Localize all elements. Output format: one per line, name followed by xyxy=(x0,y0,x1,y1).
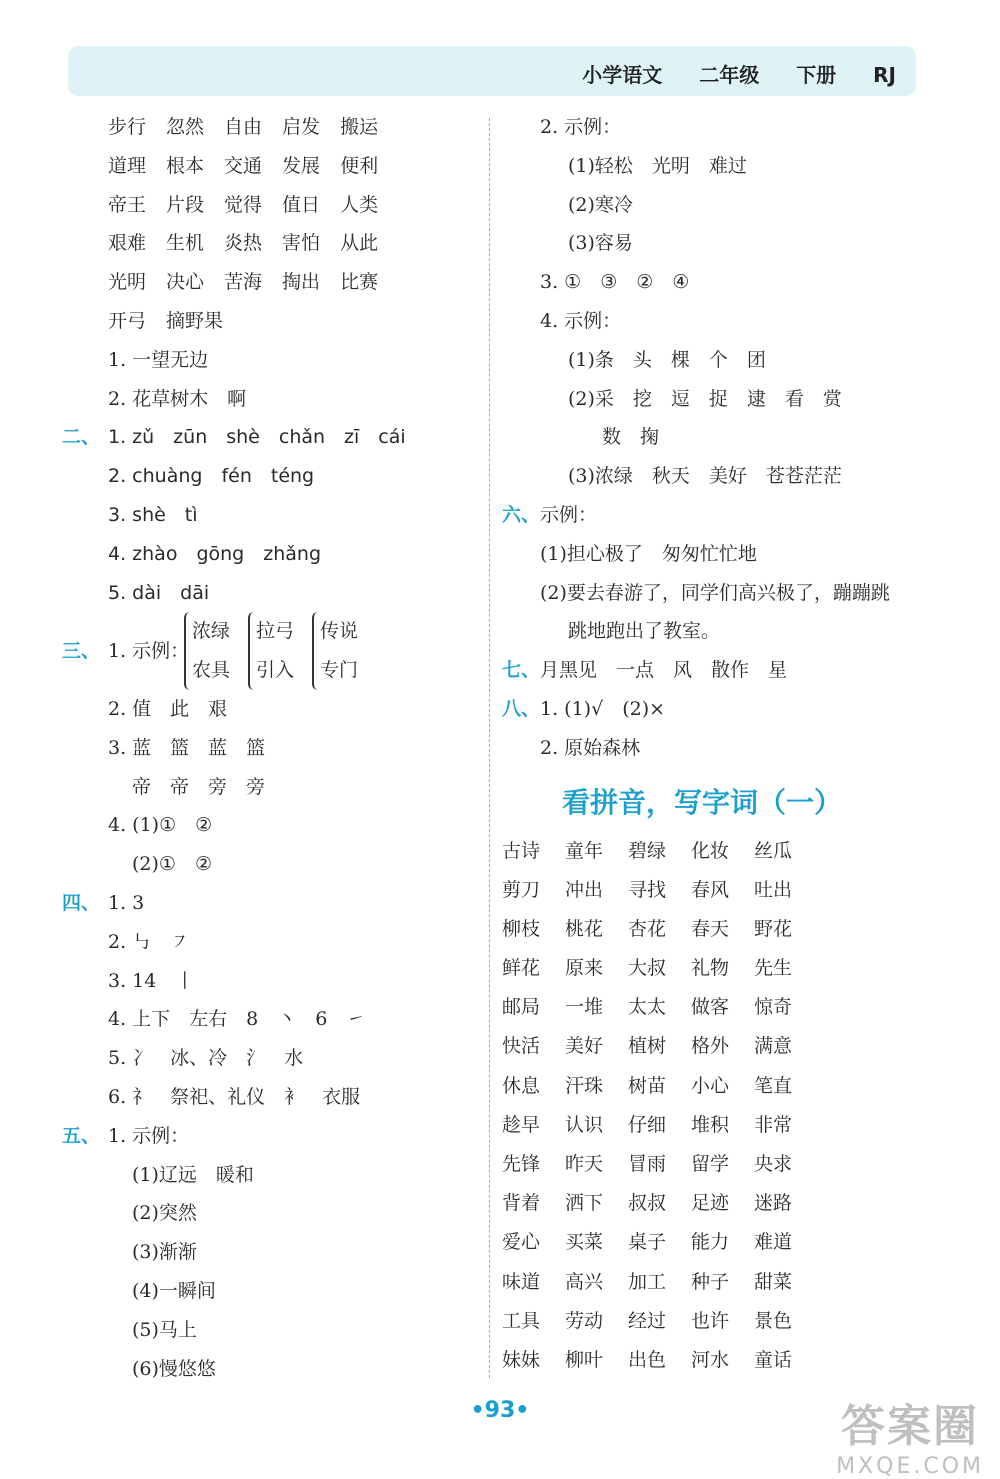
brace-group xyxy=(184,612,230,690)
word: 人类 xyxy=(340,193,379,216)
section-number: 二、 xyxy=(62,426,101,449)
grid-word: 化妆 xyxy=(691,839,730,862)
section-5 xyxy=(62,1117,482,1156)
section-number: 八、 xyxy=(502,697,541,720)
grid-word: 味道 xyxy=(502,1270,541,1293)
grid-word: 礼物 xyxy=(691,957,730,980)
grid-word: 趁早 xyxy=(502,1113,541,1136)
answer-line: (2)突然 xyxy=(132,1202,197,1225)
grid-word: 碧绿 xyxy=(628,839,667,862)
grid-word: 邮局 xyxy=(502,996,541,1019)
answer-line: (1)辽远 暖和 xyxy=(132,1163,254,1186)
word: 帝王 xyxy=(108,193,147,216)
word: 根本 xyxy=(166,154,205,177)
grid-word: 柳叶 xyxy=(565,1348,604,1371)
grid-word: 堆积 xyxy=(691,1113,730,1136)
grid-word: 仔细 xyxy=(628,1113,667,1136)
brace-word: 拉弓 xyxy=(256,620,295,643)
edition: RJ xyxy=(873,63,896,87)
grid-word: 快活 xyxy=(502,1035,541,1058)
grid-word: 种子 xyxy=(691,1270,730,1293)
grid-row xyxy=(502,910,932,949)
word-row xyxy=(62,108,482,147)
grid-word: 足迹 xyxy=(691,1192,730,1215)
answer-line: 1. 一望无边 xyxy=(108,348,209,371)
grid-word: 洒下 xyxy=(565,1192,604,1215)
grid-row xyxy=(502,949,932,988)
grid-word: 留学 xyxy=(691,1153,730,1176)
brace-groups xyxy=(184,612,376,690)
word: 比赛 xyxy=(340,271,379,294)
grid-word: 杏花 xyxy=(628,917,667,940)
answer-line: (2)寒冷 xyxy=(568,193,633,216)
watermark-bottom: MXQE.COM xyxy=(836,1454,984,1479)
answer-line: (5)马上 xyxy=(132,1318,197,1341)
grid-word: 劳动 xyxy=(565,1309,604,1332)
grid-word: 满意 xyxy=(754,1035,793,1058)
left-column xyxy=(62,108,482,1388)
word: 便利 xyxy=(340,154,379,177)
word-row xyxy=(62,224,482,263)
grid-word: 桌子 xyxy=(628,1231,667,1254)
word: 步行 xyxy=(108,116,147,138)
grid-word: 叔叔 xyxy=(628,1192,667,1215)
grid-row xyxy=(502,1145,932,1184)
answer-line: 2. chuàng fén téng xyxy=(108,465,315,488)
answer-line: (1)轻松 光明 难过 xyxy=(568,154,747,177)
grid-word: 央求 xyxy=(754,1153,793,1176)
answer-line: (3)渐渐 xyxy=(132,1241,197,1264)
answer-text: 1. 示例： xyxy=(108,640,190,663)
header-banner xyxy=(68,46,916,96)
grid-word: 古诗 xyxy=(502,839,541,862)
answer-line: 3. ① ③ ② ④ xyxy=(540,271,690,294)
word: 苦海 xyxy=(224,271,263,294)
answer-line: 6. 礻 祭祀、礼仪 衤 衣服 xyxy=(108,1085,361,1108)
answer-line: 跳地跑出了教室。 xyxy=(568,620,721,643)
right-column xyxy=(502,108,932,1380)
answer-line: (2)① ② xyxy=(132,853,212,876)
grid-row xyxy=(502,1341,932,1380)
grid-word: 笔直 xyxy=(754,1074,793,1097)
grid-word: 认识 xyxy=(565,1113,604,1136)
brace-word: 引入 xyxy=(256,659,295,682)
grid-word: 丝瓜 xyxy=(754,839,793,862)
word-row xyxy=(62,186,482,225)
grid-row xyxy=(502,1067,932,1106)
answer-line: 3. 14 丨 xyxy=(108,969,195,992)
answer-text: 示例： xyxy=(540,503,598,526)
word: 害怕 xyxy=(282,232,321,255)
answer-line: 3. shè tì xyxy=(108,503,198,526)
grid-word: 美好 xyxy=(565,1035,604,1058)
grid-word: 树苗 xyxy=(628,1074,667,1097)
answer-line: 4. 示例： xyxy=(540,309,622,332)
word: 片段 xyxy=(166,193,205,216)
word-list xyxy=(62,108,482,341)
section-7 xyxy=(502,651,932,690)
answer-line: (2)采 挖 逗 捉 逮 看 赏 xyxy=(568,387,842,410)
watermark xyxy=(836,1390,984,1479)
grid-word: 植树 xyxy=(628,1035,667,1058)
word-grid xyxy=(502,832,932,1381)
grid-row xyxy=(502,1302,932,1341)
grid-word: 先生 xyxy=(754,957,793,980)
answer-line: 4. zhào gōng zhǎng xyxy=(108,542,321,565)
grid-word: 格外 xyxy=(691,1035,730,1058)
grid-word: 童话 xyxy=(754,1348,793,1371)
brace-word: 传说 xyxy=(320,620,359,643)
grid-word: 昨天 xyxy=(565,1153,604,1176)
section-number: 七、 xyxy=(502,659,541,682)
word: 摘野果 xyxy=(166,309,224,332)
grid-word: 加工 xyxy=(628,1270,667,1293)
answer-line: 2. ㇉ ㇇ xyxy=(108,930,190,953)
grid-word: 迷路 xyxy=(754,1192,793,1215)
word-row xyxy=(62,263,482,302)
grid-word: 剪刀 xyxy=(502,878,541,901)
grid-word: 春天 xyxy=(691,917,730,940)
word: 道理 xyxy=(108,154,147,177)
grid-row xyxy=(502,871,932,910)
grid-word: 休息 xyxy=(502,1074,541,1097)
answer-line: 4. 上下 左右 8 丶 6 ㇀ xyxy=(108,1008,366,1031)
word: 炎热 xyxy=(224,232,263,255)
word: 决心 xyxy=(166,271,205,294)
section-number: 四、 xyxy=(62,891,101,914)
grid-word: 柳枝 xyxy=(502,917,541,940)
word: 搬运 xyxy=(340,116,379,138)
brace-word: 专门 xyxy=(320,659,359,682)
word: 光明 xyxy=(108,271,147,294)
word-row xyxy=(62,147,482,186)
grid-word: 难道 xyxy=(754,1231,793,1254)
grid-word: 工具 xyxy=(502,1309,541,1332)
page-number: •93• xyxy=(470,1398,530,1423)
answer-line: 5. dài dāi xyxy=(108,581,210,604)
brace-group xyxy=(248,612,294,690)
grade: 二年级 xyxy=(699,63,760,87)
answer-line: (1)条 头 棵 个 团 xyxy=(568,348,766,371)
answer-line: 数 掬 xyxy=(602,426,660,449)
grid-word: 寻找 xyxy=(628,878,667,901)
grid-row xyxy=(502,1106,932,1145)
grid-word: 小心 xyxy=(691,1074,730,1097)
section-4 xyxy=(62,884,482,923)
grid-word: 春风 xyxy=(691,878,730,901)
section-8 xyxy=(502,690,932,729)
section-6 xyxy=(502,496,932,535)
word: 发展 xyxy=(282,154,321,177)
section-number: 三、 xyxy=(62,640,101,663)
watermark-top: 答案圈 xyxy=(841,1401,980,1452)
grid-word: 河水 xyxy=(691,1348,730,1371)
word: 开弓 xyxy=(108,309,147,332)
grid-word: 景色 xyxy=(754,1309,793,1332)
word: 启发 xyxy=(282,116,321,138)
grid-word: 冲出 xyxy=(565,878,604,901)
grid-word: 买菜 xyxy=(565,1231,604,1254)
brace-word: 浓绿 xyxy=(192,620,231,643)
grid-word: 高兴 xyxy=(565,1270,604,1293)
answer-line: (3)浓绿 秋天 美好 苍苍茫茫 xyxy=(568,465,842,488)
word: 生机 xyxy=(166,232,205,255)
answer-line: 2. 示例： xyxy=(540,116,622,138)
grid-word: 吐出 xyxy=(754,878,793,901)
grid-row xyxy=(502,832,932,871)
grid-word: 惊奇 xyxy=(754,996,793,1019)
answer-text: 1. 3 xyxy=(108,891,145,914)
grid-row xyxy=(502,1184,932,1223)
answer-line: 3. 蓝 篮 蓝 篮 xyxy=(108,736,266,759)
brace-word: 农具 xyxy=(192,659,231,682)
grid-word: 一堆 xyxy=(565,996,604,1019)
word: 自由 xyxy=(224,116,263,138)
grid-word: 也许 xyxy=(691,1309,730,1332)
grid-word: 出色 xyxy=(628,1348,667,1371)
word: 忽然 xyxy=(166,116,205,138)
grid-word: 原来 xyxy=(565,957,604,980)
answer-line: 2. 值 此 艰 xyxy=(108,697,228,720)
grid-word: 汗珠 xyxy=(565,1074,604,1097)
answer-text: 月黑见 一点 风 散作 星 xyxy=(540,659,788,682)
word-row xyxy=(62,302,482,341)
grid-word: 鲜花 xyxy=(502,957,541,980)
grid-row xyxy=(502,1027,932,1066)
answer-line: (4)一瞬间 xyxy=(132,1279,216,1302)
grid-word: 大叔 xyxy=(628,957,667,980)
word: 艰难 xyxy=(108,232,147,255)
brace-group xyxy=(312,612,358,690)
column-divider xyxy=(489,118,490,1378)
answer-line: 4. (1)① ② xyxy=(108,814,213,837)
grid-word: 甜菜 xyxy=(754,1270,793,1293)
grid-word: 野花 xyxy=(754,917,793,940)
grid-word: 爱心 xyxy=(502,1231,541,1254)
word: 掏出 xyxy=(282,271,321,294)
subject: 小学语文 xyxy=(582,63,663,87)
answer-line: (6)慢悠悠 xyxy=(132,1357,216,1380)
answer-text: 1. zǔ zūn shè chǎn zī cái xyxy=(108,426,406,449)
answer-line: 2. 花草树木 啊 xyxy=(108,387,247,410)
word: 值日 xyxy=(282,193,321,216)
section-title: 看拼音，写字词（一） xyxy=(561,785,842,819)
section-2 xyxy=(62,418,482,457)
grid-row xyxy=(502,1223,932,1262)
answer-text: 1. (1)√ (2)× xyxy=(540,697,666,720)
grid-word: 桃花 xyxy=(565,917,604,940)
grid-word: 能力 xyxy=(691,1231,730,1254)
answer-line: (1)担心极了 匆匆忙忙地 xyxy=(540,542,757,565)
section-number: 五、 xyxy=(62,1124,101,1147)
answer-line: 5. 冫 冰、冷 氵 水 xyxy=(108,1047,304,1070)
volume: 下册 xyxy=(796,63,837,87)
grid-row xyxy=(502,988,932,1027)
grid-word: 童年 xyxy=(565,839,604,862)
grid-word: 非常 xyxy=(754,1113,793,1136)
grid-word: 经过 xyxy=(628,1309,667,1332)
grid-word: 冒雨 xyxy=(628,1153,667,1176)
word: 交通 xyxy=(224,154,263,177)
grid-word: 背着 xyxy=(502,1192,541,1215)
grid-row xyxy=(502,1263,932,1302)
answer-text: 1. 示例： xyxy=(108,1124,190,1147)
answer-line: 帝 帝 旁 旁 xyxy=(132,775,266,798)
section-number: 六、 xyxy=(502,503,541,526)
grid-word: 做客 xyxy=(691,996,730,1019)
answer-line: 2. 原始森林 xyxy=(540,736,641,759)
grid-word: 先锋 xyxy=(502,1153,541,1176)
word: 从此 xyxy=(340,232,379,255)
answer-line: (2)要去春游了，同学们高兴极了，蹦蹦跳 xyxy=(540,581,890,604)
grid-word: 妹妹 xyxy=(502,1348,541,1371)
header-text xyxy=(564,59,896,88)
word: 觉得 xyxy=(224,193,263,216)
section-3 xyxy=(62,612,482,690)
grid-word: 太太 xyxy=(628,996,667,1019)
answer-line: (3)容易 xyxy=(568,232,633,255)
